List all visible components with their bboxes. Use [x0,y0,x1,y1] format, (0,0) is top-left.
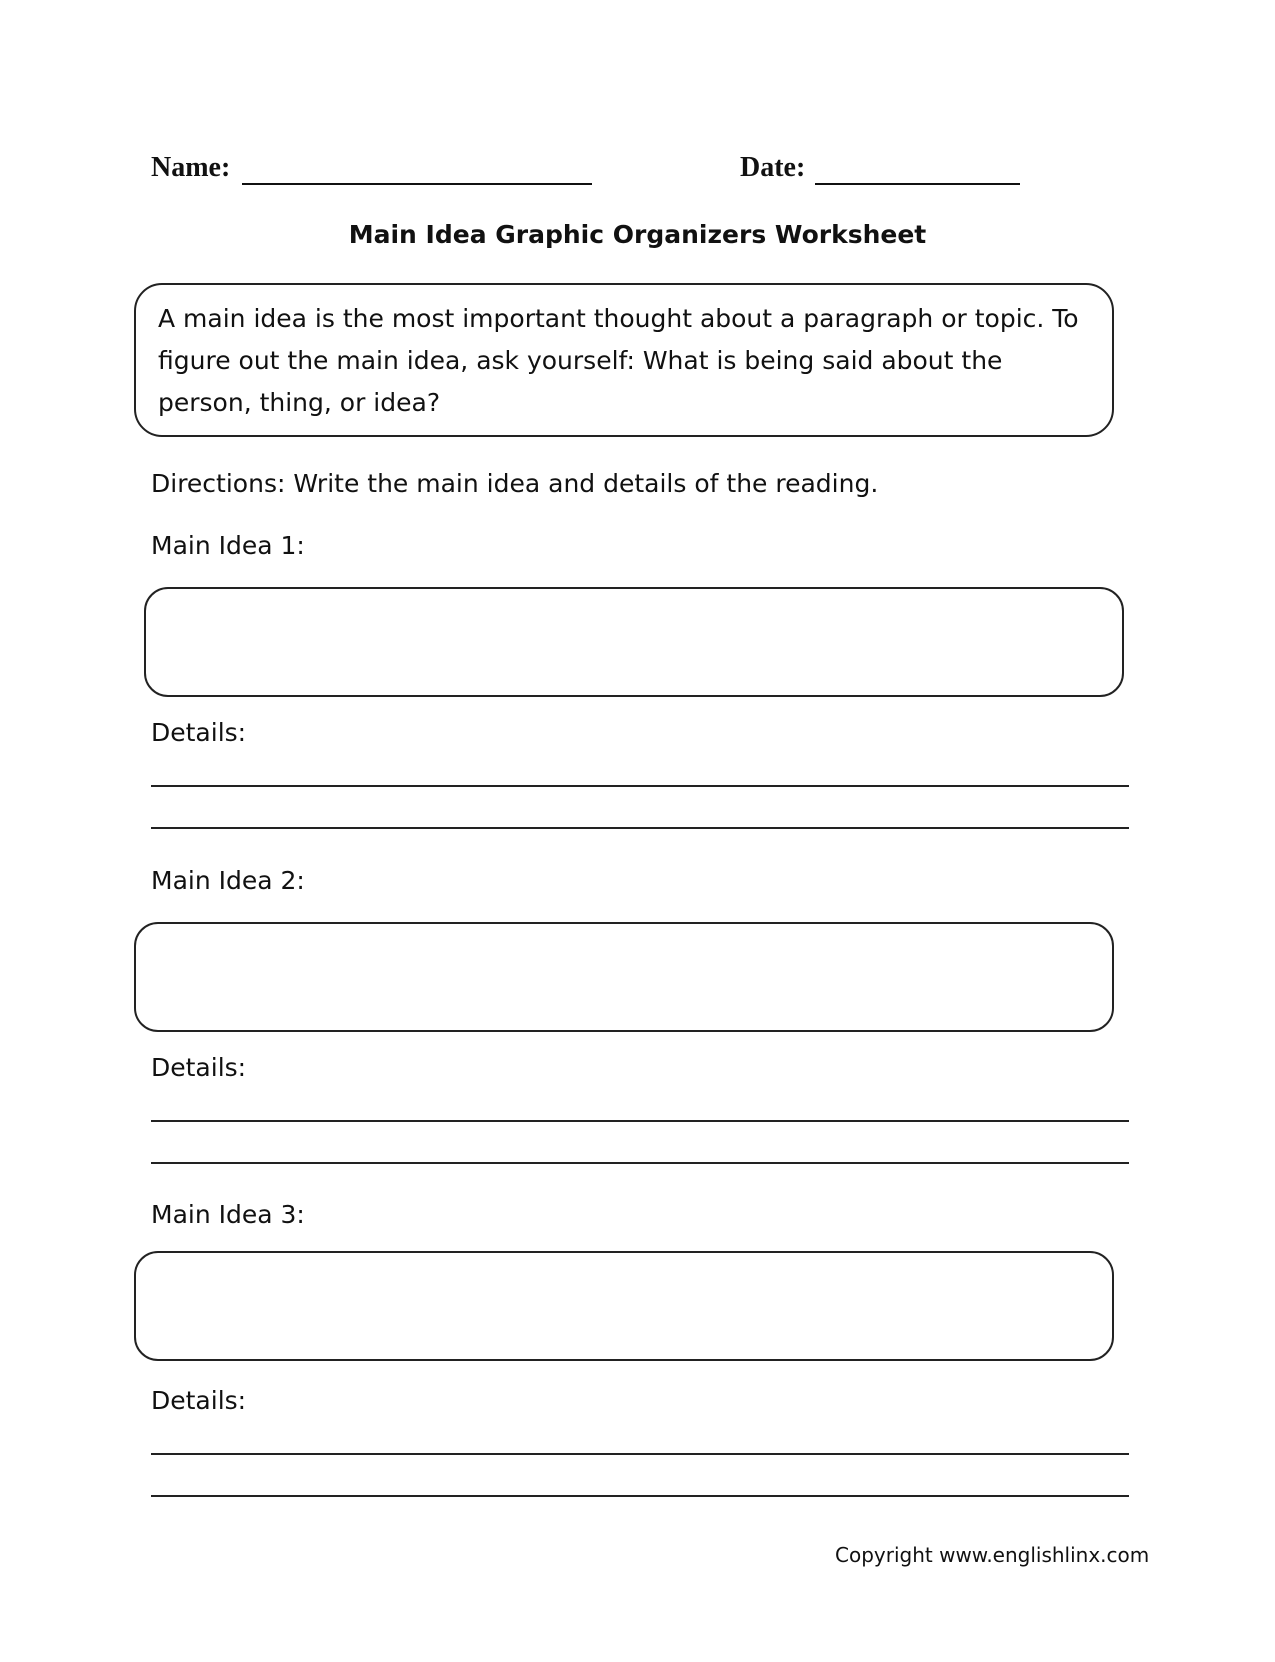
details-2-line-1[interactable] [151,1120,1129,1122]
details-2-line-2[interactable] [151,1162,1129,1164]
main-idea-2-box[interactable] [134,922,1114,1032]
name-field[interactable] [242,183,592,185]
details-3-label: Details: [151,1386,247,1415]
worksheet-title: Main Idea Graphic Organizers Worksheet [348,220,927,249]
details-1-line-2[interactable] [151,827,1129,829]
copyright-text: Copyright www.englishlinx.com [835,1543,1150,1567]
details-1-label: Details: [151,718,247,747]
main-idea-1-label: Main Idea 1: [151,531,305,560]
date-label: Date: [740,152,806,183]
intro-text: A main idea is the most important thought about a paragraph or topic. To figure out the main idea, ask yourself: What is being said about the person, thing, or idea? [158,304,1079,417]
main-idea-3-label: Main Idea 3: [151,1200,305,1229]
main-idea-1-box[interactable] [144,587,1124,697]
details-1-line-1[interactable] [151,785,1129,787]
directions-text: Directions: Write the main idea and details of the reading. [151,469,879,498]
main-idea-2-label: Main Idea 2: [151,866,305,895]
main-idea-3-box[interactable] [134,1251,1114,1361]
date-field[interactable] [815,183,1020,185]
details-3-line-2[interactable] [151,1495,1129,1497]
name-label: Name: [151,152,231,183]
details-2-label: Details: [151,1053,247,1082]
details-3-line-1[interactable] [151,1453,1129,1455]
